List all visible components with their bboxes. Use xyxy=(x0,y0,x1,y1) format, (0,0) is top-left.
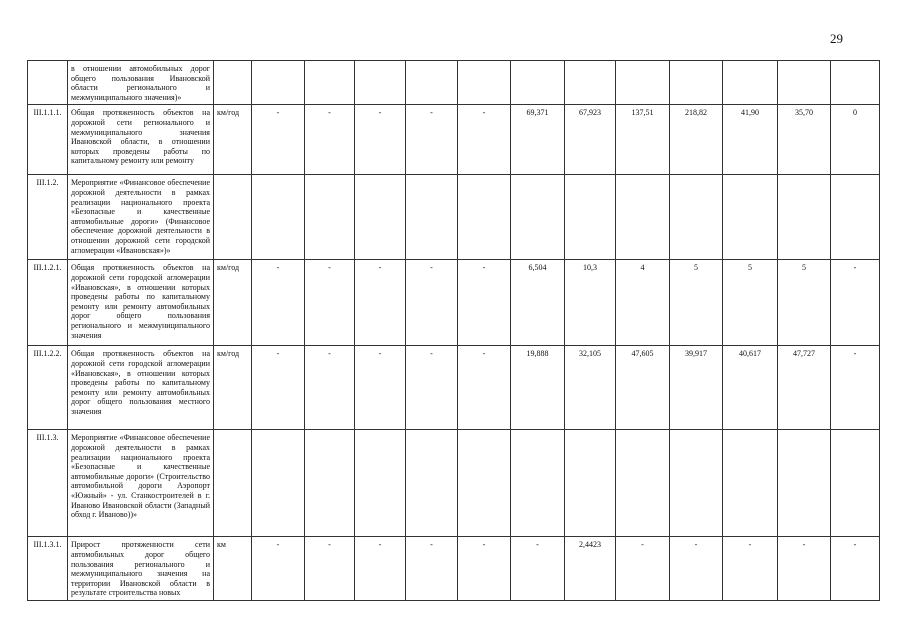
row-unit: км/год xyxy=(214,346,252,430)
row-unit: км/год xyxy=(214,260,252,346)
row-value xyxy=(778,430,831,537)
row-value: 2,4423 xyxy=(565,537,616,601)
row-value: - xyxy=(831,346,880,430)
row-value xyxy=(831,175,880,260)
row-value xyxy=(305,61,355,105)
row-description: Мероприятие «Финансовое обеспечение дорожной деятельности в рамках реализации национального проекта «Безопасные и качественные автомобильные дороги» (Строительство автомобильной дороги Аэропорт «Южный» - ул. Станкостроителей в г. Иваново Ивановской области (Западный обход г. Иваново))» xyxy=(68,430,214,537)
page-number: 29 xyxy=(830,31,843,46)
row-value: 32,105 xyxy=(565,346,616,430)
row-value: 41,90 xyxy=(723,105,778,175)
row-code xyxy=(28,61,68,105)
row-value: - xyxy=(252,346,305,430)
row-value: - xyxy=(305,537,355,601)
row-unit xyxy=(214,61,252,105)
row-value: 6,504 xyxy=(511,260,565,346)
indicators-table xyxy=(27,60,880,601)
row-code: III.1.2.1. xyxy=(28,260,68,346)
row-value: - xyxy=(355,346,406,430)
row-value: - xyxy=(458,105,511,175)
row-value xyxy=(723,430,778,537)
row-value xyxy=(831,430,880,537)
row-value: - xyxy=(355,105,406,175)
row-value xyxy=(252,430,305,537)
table-row xyxy=(28,430,880,537)
row-value: - xyxy=(511,537,565,601)
row-code: III.1.1.1. xyxy=(28,105,68,175)
row-value xyxy=(565,175,616,260)
row-value: - xyxy=(355,260,406,346)
row-description: Мероприятие «Финансовое обеспечение дорожной деятельности в рамках реализации национального проекта «Безопасные и качественные автомобильные дороги» (Финансовое обеспечение дорожной деятельности в отношении дорожной сети городской агломерации «Ивановская»)» xyxy=(68,175,214,260)
row-value: 5 xyxy=(778,260,831,346)
table-row xyxy=(28,61,880,105)
row-unit: км xyxy=(214,537,252,601)
row-value: 67,923 xyxy=(565,105,616,175)
row-value: 19,888 xyxy=(511,346,565,430)
row-value: - xyxy=(355,537,406,601)
row-value: 39,917 xyxy=(670,346,723,430)
row-code: III.1.2.2. xyxy=(28,346,68,430)
row-value: 40,617 xyxy=(723,346,778,430)
row-code: III.1.3. xyxy=(28,430,68,537)
row-value xyxy=(252,175,305,260)
row-value xyxy=(355,61,406,105)
row-value: - xyxy=(616,537,670,601)
row-value: 5 xyxy=(723,260,778,346)
row-value: - xyxy=(252,105,305,175)
row-value: - xyxy=(831,537,880,601)
row-value xyxy=(305,175,355,260)
row-value xyxy=(616,175,670,260)
row-value: 47,605 xyxy=(616,346,670,430)
row-value xyxy=(670,175,723,260)
row-code: III.1.3.1. xyxy=(28,537,68,601)
row-value xyxy=(511,430,565,537)
row-value xyxy=(511,175,565,260)
row-value: 0 xyxy=(831,105,880,175)
row-value: - xyxy=(458,260,511,346)
row-value xyxy=(355,175,406,260)
row-value: - xyxy=(406,537,458,601)
row-value xyxy=(458,61,511,105)
row-value xyxy=(723,175,778,260)
table-row xyxy=(28,537,880,601)
row-value xyxy=(406,430,458,537)
row-value: - xyxy=(252,260,305,346)
row-value: - xyxy=(406,346,458,430)
table-row xyxy=(28,346,880,430)
row-value: - xyxy=(305,105,355,175)
row-value xyxy=(670,430,723,537)
row-value xyxy=(670,61,723,105)
row-description: Общая протяженность объектов на дорожной сети регионального и межмуниципального значения Ивановской области, в отношении которых проведены работы по капитальному ремонту или ремонту xyxy=(68,105,214,175)
row-value: 69,371 xyxy=(511,105,565,175)
table-row xyxy=(28,175,880,260)
table-row xyxy=(28,105,880,175)
row-description: Общая протяженность объектов на дорожной сети городской агломерации «Ивановская», в отношении которых проведены работы по капитальному ремонту или ремонту автомобильных дорог общего пользования регионального и межмуниципального значения xyxy=(68,260,214,346)
row-value: 10,3 xyxy=(565,260,616,346)
row-value xyxy=(565,430,616,537)
row-value xyxy=(458,175,511,260)
row-value: - xyxy=(252,537,305,601)
row-value xyxy=(406,61,458,105)
row-value: - xyxy=(305,346,355,430)
row-code: III.1.2. xyxy=(28,175,68,260)
row-value xyxy=(458,430,511,537)
row-value xyxy=(616,61,670,105)
row-unit xyxy=(214,430,252,537)
row-value xyxy=(355,430,406,537)
row-value: 35,70 xyxy=(778,105,831,175)
row-unit xyxy=(214,175,252,260)
row-value xyxy=(406,175,458,260)
row-value: 5 xyxy=(670,260,723,346)
row-value: 47,727 xyxy=(778,346,831,430)
row-value: 137,51 xyxy=(616,105,670,175)
row-description: Прирост протяженности сети автомобильных дорог общего пользования регионального и межмуниципального значения на территории Ивановской области в результате строительства новых xyxy=(68,537,214,601)
row-value: - xyxy=(670,537,723,601)
row-value: - xyxy=(778,537,831,601)
row-value: - xyxy=(406,260,458,346)
row-value xyxy=(305,430,355,537)
row-value: - xyxy=(723,537,778,601)
row-value xyxy=(252,61,305,105)
row-value: - xyxy=(406,105,458,175)
row-value xyxy=(616,430,670,537)
row-description: Общая протяженность объектов на дорожной сети городской агломерации «Ивановская», в отношении которых проведены работы по капитальному ремонту или ремонту автомобильных дорог общего пользования местного значения xyxy=(68,346,214,430)
row-value: 218,82 xyxy=(670,105,723,175)
row-value: - xyxy=(458,537,511,601)
row-description: в отношении автомобильных дорог общего пользования Ивановской области регионального и межмуниципального значения)» xyxy=(68,61,214,105)
row-value xyxy=(565,61,616,105)
row-value xyxy=(831,61,880,105)
row-value xyxy=(778,175,831,260)
row-value xyxy=(511,61,565,105)
row-unit: км/год xyxy=(214,105,252,175)
row-value: - xyxy=(831,260,880,346)
row-value: - xyxy=(305,260,355,346)
row-value: - xyxy=(458,346,511,430)
row-value xyxy=(778,61,831,105)
table-row xyxy=(28,260,880,346)
row-value xyxy=(723,61,778,105)
row-value: 4 xyxy=(616,260,670,346)
